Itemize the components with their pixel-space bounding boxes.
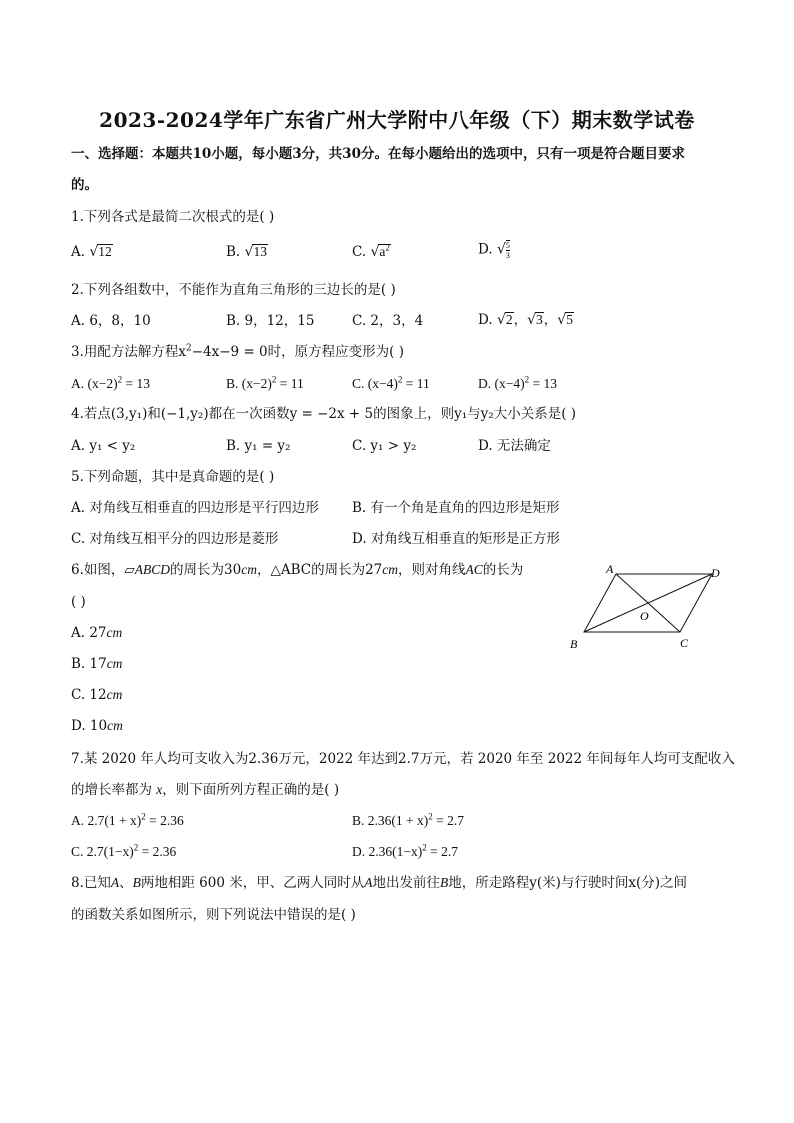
q2-option-b: B. 9，12，15: [226, 313, 315, 329]
q1-option-a: [71, 243, 113, 261]
vertex-label-d: D: [711, 566, 720, 580]
q6-unit: cm: [106, 625, 123, 640]
q4-option-b: B. y₁ = y₂: [226, 438, 291, 454]
vertex-label-b: B: [570, 637, 578, 651]
q3-b-pre: B. (x−2): [226, 376, 272, 391]
q3-a-exp: 2: [117, 374, 123, 385]
sqrt-sign: √: [244, 244, 254, 260]
q3-option-a: [71, 375, 150, 393]
q7-d-post: = 2.7: [426, 844, 458, 859]
sqrt-sign: √: [527, 312, 537, 328]
q6-a-text: A. 27: [71, 625, 107, 641]
q2-d-root2: 3: [536, 312, 543, 327]
q1-c-base: a: [379, 244, 386, 259]
diagonal-bd: [584, 574, 712, 632]
q7-b-exp: 2: [428, 811, 433, 822]
q8-point-a: A: [110, 875, 120, 890]
q6-stem-b: 的周长为30: [170, 562, 242, 578]
q8-line2: 的函数关系如图所示，则下列说法中错误的是( ): [71, 907, 356, 923]
q1-stem: 1.下列各式是最简二次根式的是( ): [71, 209, 275, 225]
q1-c-exponent: 2: [385, 242, 390, 253]
q7-d-pre: D. 2.36(1−x): [352, 844, 423, 859]
q1-d-prefix: D.: [478, 241, 497, 258]
sqrt-sign: √: [496, 241, 506, 258]
q5-option-a: A. 对角线互相垂直的四边形是平行四边形: [71, 500, 319, 516]
q3-stem-pre: 3.用配方法解方程x: [71, 344, 186, 360]
q7-d-exp: 2: [422, 842, 427, 853]
q3-option-b: [226, 375, 304, 393]
q6-unit: cm: [106, 656, 123, 671]
q7-option-a: [71, 812, 184, 830]
q3-b-exp: 2: [271, 374, 277, 385]
q1-b-radicand: 13: [253, 244, 267, 259]
q3-option-c: [352, 375, 430, 393]
q4-option-c: C. y₁ > y₂: [352, 438, 417, 454]
q5-option-b: B. 有一个角是直角的四边形是矩形: [352, 500, 560, 516]
q6-paren: ( ): [71, 594, 86, 610]
q6-ac: AC: [465, 562, 483, 577]
q1-d-numerator: 5: [505, 241, 510, 250]
q6-stem-d: ，则对角线: [398, 562, 466, 578]
q3-b-post: = 11: [276, 376, 304, 391]
q3-a-post: = 13: [122, 376, 150, 391]
q7-line2: [71, 781, 339, 799]
q6-unit: cm: [241, 562, 257, 577]
q7-c-post: = 2.36: [138, 844, 177, 859]
q2-option-d: [478, 311, 574, 329]
q5-option-c: C. 对角线互相平分的四边形是菱形: [71, 531, 279, 547]
center-label-o: O: [640, 609, 649, 623]
q3-c-pre: C. (x−4): [352, 376, 398, 391]
q2-d-prefix: D.: [478, 312, 497, 328]
q8-line1-d: 地，所走路程y(米)与行驶时间x(分)之间: [448, 875, 688, 891]
q6-stem-e: 的长为: [482, 562, 524, 578]
q1-c-prefix: C.: [352, 244, 371, 260]
section-instruction-line1: 一、选择题：本题共10小题，每小题3分，共30分。在每小题给出的选项中，只有一项是符合题目要求: [71, 146, 685, 162]
q4-option-a: A. y₁ < y₂: [71, 438, 136, 454]
q6-unit: cm: [106, 687, 123, 702]
q2-d-root1: 2: [505, 312, 513, 327]
q7-option-c: [71, 843, 176, 861]
q3-option-d: [478, 375, 557, 393]
q7-c-exp: 2: [133, 842, 139, 853]
sqrt-sign: √: [370, 244, 380, 260]
q6-d-text: D. 10: [71, 718, 108, 734]
q7-line2-a: 的增长率都为: [71, 782, 157, 798]
exam-title: 2023-2024学年广东省广州大学附中八年级（下）期末数学试卷: [99, 108, 695, 132]
q8-line1-a: 8.已知: [71, 875, 111, 891]
q7-line1: 7.某 2020 年人均可支收入为2.36万元，2022 年达到2.7万元，若 2020 年至 2022 年间每年人均可支配收入: [71, 751, 735, 767]
q3-d-exp: 2: [524, 374, 530, 385]
q6-option-d: [71, 717, 123, 735]
q6-stem-a: 6.如图，▱: [71, 562, 135, 578]
vertex-label-a: A: [606, 562, 614, 576]
q1-option-c: [352, 243, 391, 261]
q7-var-x: x: [156, 782, 163, 797]
sqrt-sign: √: [89, 244, 99, 260]
q3-c-exp: 2: [397, 374, 403, 385]
q2-option-c: C. 2，3，4: [352, 313, 424, 329]
sqrt-sign: √: [496, 312, 506, 328]
q1-a-prefix: A.: [71, 244, 90, 260]
q2-d-sep: ，: [543, 312, 558, 328]
q7-a-post: = 2.36: [145, 813, 184, 828]
vertex-label-c: C: [680, 636, 689, 650]
q8-line1-c: 地出发前往: [372, 875, 440, 891]
q3-d-pre: D. (x−4): [478, 376, 525, 391]
q7-c-pre: C. 2.7(1−x): [71, 844, 134, 859]
q6-abcd: ABCD: [134, 562, 171, 577]
q7-b-pre: B. 2.36(1 + x): [352, 813, 429, 828]
q6-b-text: B. 17: [71, 656, 107, 672]
q5-stem: 5.下列命题，其中是真命题的是( ): [71, 469, 275, 485]
q6-unit: cm: [107, 718, 123, 733]
q7-line2-b: ，则下面所列方程正确的是( ): [162, 782, 340, 798]
q1-d-fraction: [506, 240, 510, 260]
q8-sep: 、: [119, 875, 133, 891]
q3-stem-post: −4x−9 = 0时，原方程应变形为( ): [191, 344, 404, 360]
q6-stem: [71, 561, 523, 579]
q4-stem: 4.若点(3,y₁)和(−1,y₂)都在一次函数y = −2x + 5的图象上，则y₁与y₂大小关系是( ): [71, 406, 577, 422]
q3-d-post: = 13: [529, 376, 557, 391]
q1-a-radicand: 12: [98, 244, 112, 259]
q8-line1: [71, 874, 687, 892]
parallelogram-figure: [566, 562, 726, 654]
q6-option-c: [71, 686, 122, 704]
q4-option-d: D. 无法确定: [478, 438, 551, 454]
q5-option-d: D. 对角线互相垂直的矩形是正方形: [352, 531, 560, 547]
q7-a-exp: 2: [141, 811, 146, 822]
q8-point-b: B: [440, 875, 449, 890]
q8-point-a: A: [364, 875, 373, 890]
q7-option-b: [352, 812, 464, 830]
q2-d-sep: ，: [513, 312, 528, 328]
q6-unit: cm: [382, 562, 399, 577]
q1-c-radicand: [378, 244, 391, 259]
q6-option-a: [71, 624, 122, 642]
q2-option-a: A. 6，8，10: [71, 313, 151, 329]
q1-b-prefix: B.: [226, 244, 245, 260]
q3-c-post: = 11: [402, 376, 430, 391]
q2-stem: 2.下列各组数中，不能作为直角三角形的三边长的是( ): [71, 282, 396, 298]
q6-stem-c: ，△ABC的周长为27: [256, 562, 383, 578]
q6-option-b: [71, 655, 122, 673]
section-instruction-line2: 的。: [71, 177, 98, 193]
q7-a-pre: A. 2.7(1 + x): [71, 813, 142, 828]
q7-b-post: = 2.7: [432, 813, 464, 828]
q1-option-b: [226, 243, 268, 261]
q3-a-pre: A. (x−2): [71, 376, 118, 391]
q1-option-d: [478, 240, 510, 260]
q1-d-denominator: 3: [505, 251, 510, 260]
q8-line1-b: 两地相距 600 米，甲、乙两人同时从: [140, 875, 365, 891]
q3-stem: [71, 343, 404, 361]
q7-option-d: [352, 843, 458, 861]
sqrt-sign: √: [557, 312, 567, 328]
q8-point-b: B: [132, 875, 141, 890]
q6-c-text: C. 12: [71, 687, 107, 703]
q2-d-root3: 5: [566, 312, 573, 327]
q3-stem-exponent: 2: [186, 343, 192, 354]
